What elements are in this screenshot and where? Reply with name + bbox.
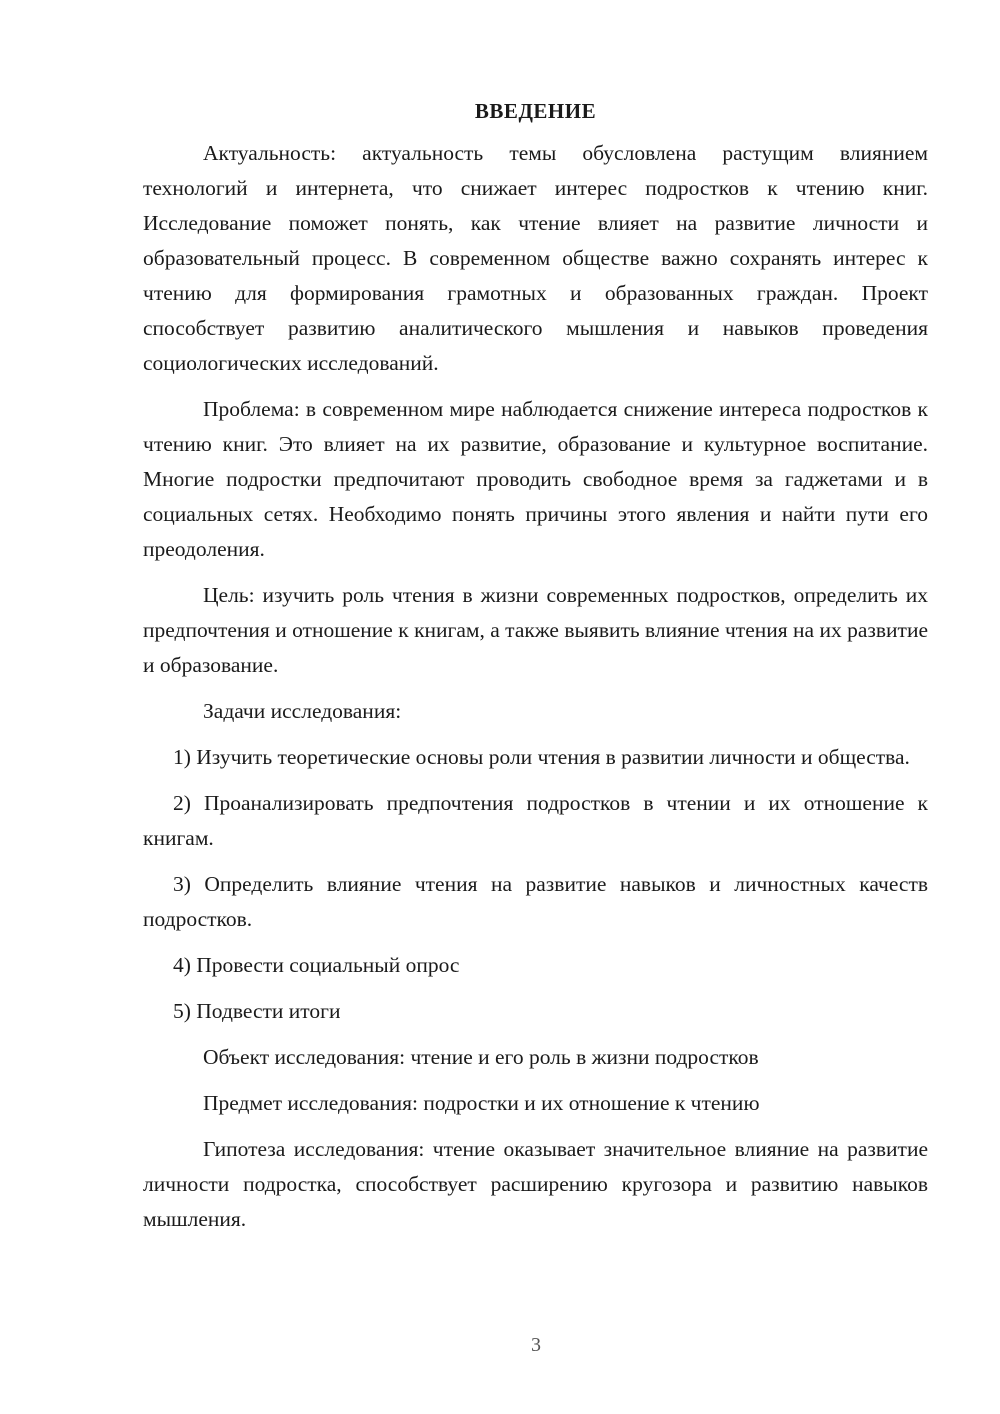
task-item-1: 1) Изучить теоретические основы роли чтения в развитии личности и общества. bbox=[173, 745, 910, 769]
task-item-5: 5) Подвести итоги bbox=[173, 999, 341, 1023]
page-title: ВВЕДЕНИЕ bbox=[474, 99, 597, 123]
task-item-2: 2) Проанализировать предпочтения подростков в чтении и их отношение к книгам. bbox=[143, 791, 928, 850]
subject-paragraph: Предмет исследования: подростки и их отношение к чтению bbox=[203, 1091, 760, 1115]
goal-paragraph: Цель: изучить роль чтения в жизни современных подростков, определить их предпочтения и отношение к книгам, а также выявить влияние чтения на их развитие и образование. bbox=[143, 583, 928, 677]
task-item-3: 3) Определить влияние чтения на развитие навыков и личностных качеств подростков. bbox=[143, 872, 928, 931]
hypothesis-paragraph: Гипотеза исследования: чтение оказывает значительное влияние на развитие личности подростка, способствует расширению кругозора и развитию навыков мышления. bbox=[143, 1137, 928, 1231]
task-item-4: 4) Провести социальный опрос bbox=[173, 953, 460, 977]
tasks-heading: Задачи исследования: bbox=[203, 699, 402, 723]
relevance-paragraph: Актуальность: актуальность темы обусловлена растущим влиянием технологий и интернета, что снижает интерес подростков к чтению книг. Исследование поможет понять, как чтение влияет на развитие личности и образовательный процесс. В современном обществе важно сохранять интерес к чтению для формирования грамотных и образованных граждан. Проект способствует развитию аналитического мышления и навыков проведения социологических исследований. bbox=[143, 141, 928, 375]
page-content bbox=[143, 94, 928, 1237]
problem-paragraph: Проблема: в современном мире наблюдается снижение интереса подростков к чтению книг. Это влияет на их развитие, образование и культурное воспитание. Многие подростки предпочитают проводить свободное время за гаджетами и в социальных сетях. Необходимо понять причины этого явления и найти пути его преодоления. bbox=[143, 397, 928, 561]
page-number: 3 bbox=[531, 1334, 541, 1356]
object-paragraph: Объект исследования: чтение и его роль в жизни подростков bbox=[203, 1045, 759, 1069]
